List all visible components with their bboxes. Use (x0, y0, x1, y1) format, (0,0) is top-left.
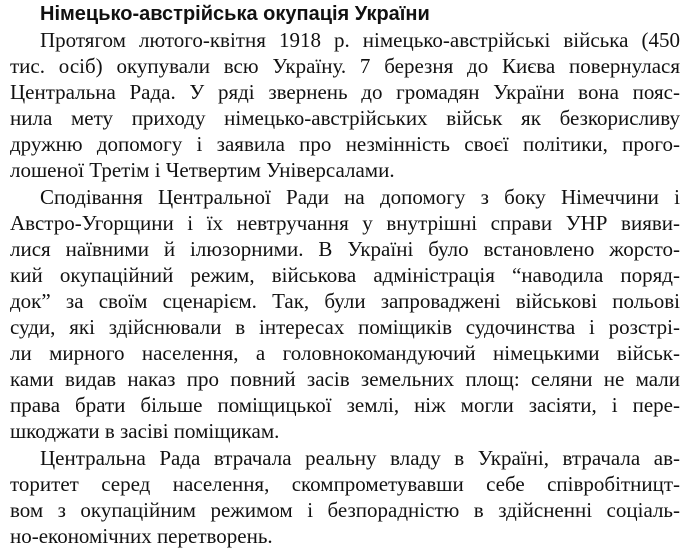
section-heading: Німецько-австрійська окупація України (40, 3, 430, 25)
paragraph-2-line-2: Австро-Угорщини і їх невтручання у внутрішні справи УНР вияви- (10, 211, 680, 235)
paragraph-3-line-4: но-економічних перетворень. (10, 524, 273, 548)
paragraph-2-line-1: Сподівання Центральної Ради на допомогу з боку Німеччини і (40, 185, 680, 209)
paragraph-1-line-6: лошеної Третім і Четвертим Універсалами. (10, 158, 395, 182)
paragraph-2-line-8: ками видав наказ про повний засів земельних площ: селяни не мали (10, 367, 680, 391)
paragraph-2-line-4: кий окупаційний режим, військова адміністрація “наводила поряд- (10, 263, 680, 287)
paragraph-2-line-7: ли мирного населення, а головнокомандуючий німецькими військ- (10, 341, 680, 365)
paragraph-1-line-5: дружню допомогу і заявила про незмінність своєї політики, прого- (10, 132, 680, 156)
paragraph-1-line-4: нила мету приходу німецько-австрійських військ як безкорисливу (10, 106, 680, 130)
paragraph-3-line-1: Центральна Рада втрачала реальну владу в Україні, втрачала ав- (40, 446, 680, 470)
paragraph-2-line-6: суди, які здійснювали в інтересах поміщиків судочинства і розстрі- (10, 315, 680, 339)
paragraph-2-line-3: лися наївними й ілюзорними. В Україні було встановлено жорсто- (10, 237, 680, 261)
paragraph-2-line-10: шкоджати в засіві поміщикам. (10, 419, 280, 443)
paragraph-1-line-3: Центральна Рада. У ряді звернень до громадян України вона пояс- (10, 80, 680, 104)
paragraph-2-line-5: док” за своїм сценарієм. Так, були запроваджені військові польові (10, 289, 680, 313)
paragraph-1-line-2: тис. осіб) окупували всю Україну. 7 березня до Києва повернулася (10, 54, 680, 78)
paragraph-2-line-9: права брати більше поміщицької землі, ніж могли засіяти, і пере- (10, 393, 680, 417)
paragraph-3-line-2: торитет серед населення, скомпрометувавши себе співробітницт- (10, 472, 680, 496)
paragraph-3-line-3: вом з окупаційним режимом і безпорадністю в здійсненні соціаль- (10, 498, 680, 522)
paragraph-1-line-1: Протягом лютого-квітня 1918 р. німецько-австрійські війська (450 (40, 28, 680, 52)
